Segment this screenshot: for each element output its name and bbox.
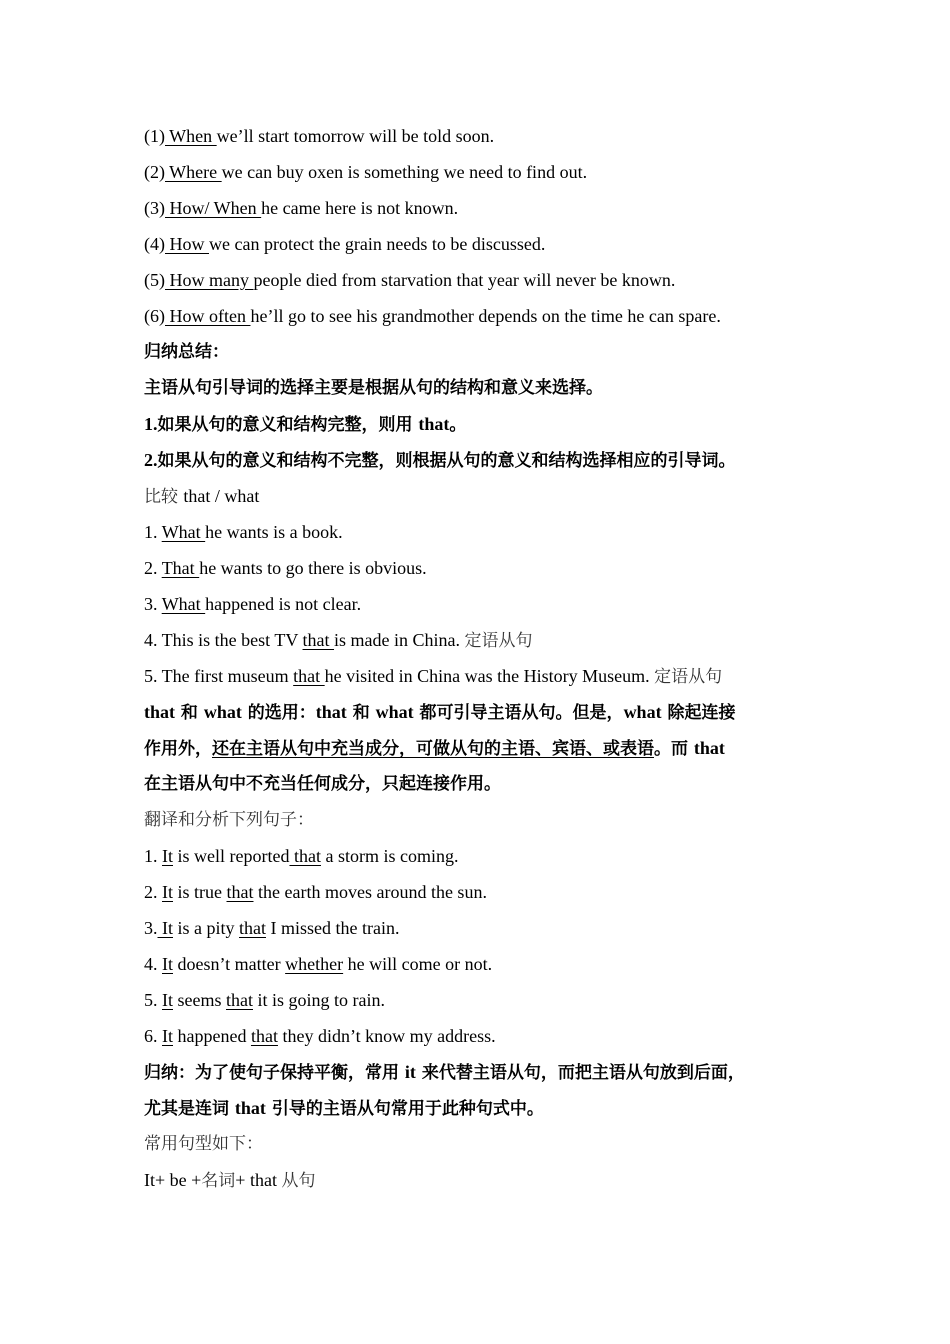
compare-text: he wants is a book. xyxy=(205,522,343,542)
tw-that-1: that xyxy=(144,702,175,722)
conjunction: whether xyxy=(285,954,344,974)
translate-prefix: 1. xyxy=(144,846,162,866)
conjunction: that xyxy=(289,846,321,866)
exercise-number: (3) xyxy=(144,198,165,218)
pattern-1-b: 名词 xyxy=(201,1171,236,1191)
translate-rest: they didn’t know my address. xyxy=(277,1026,496,1046)
that-what-para-line-3: 在主语从句中不充当任何成分，只起连接作用。 xyxy=(144,774,501,794)
translate-middle: seems xyxy=(173,990,226,1010)
translate-rest: the earth moves around the sun. xyxy=(253,882,487,902)
translate-list xyxy=(144,838,834,1054)
conclusion-line-2 xyxy=(144,1090,834,1126)
conclusion-it: it xyxy=(404,1062,416,1082)
summary-line-2-text: 如果从句的意义和结构完整，则用 xyxy=(157,415,419,435)
tw-what-3: what xyxy=(623,702,662,722)
translate-prefix: 5. xyxy=(144,990,162,1010)
tw-text-7: 。而 xyxy=(654,739,694,759)
tw-text-6: 作用外， xyxy=(144,739,212,759)
tw-that-2: that xyxy=(315,702,347,722)
translate-prefix: 4. xyxy=(144,954,162,974)
subject-it: It xyxy=(162,846,173,866)
compare-item xyxy=(144,622,834,658)
answer-blank: Where xyxy=(165,162,222,182)
exercise-number: (1) xyxy=(144,126,165,146)
conclusion-text-4: 引导的主语从句常用于此种句式中。 xyxy=(265,1099,544,1119)
compare-text: is made in China. xyxy=(334,630,465,650)
translate-item xyxy=(144,1018,834,1054)
tw-what-2: what xyxy=(375,702,414,722)
tw-text-5: 除起连接 xyxy=(661,703,736,723)
conclusion-text-1: 归纳：为了使句子保持平衡，常用 xyxy=(144,1063,405,1083)
exercise-text: we’ll start tomorrow will be told soon. xyxy=(216,126,495,146)
compare-item xyxy=(144,586,834,622)
answer-blank: How many xyxy=(165,270,254,290)
compare-heading-cn: 比较 xyxy=(144,487,184,507)
summary-line-2-end: 。 xyxy=(449,415,467,435)
compare-item xyxy=(144,658,834,694)
compare-text: he visited in China was the History Museum. xyxy=(324,666,655,686)
conjunction: that xyxy=(226,990,253,1010)
translate-item xyxy=(144,982,834,1018)
translate-rest: it is going to rain. xyxy=(253,990,385,1010)
answer-blank: How xyxy=(165,234,209,254)
exercise-number: (5) xyxy=(144,270,165,290)
tw-underlined-text: 还在主语从句中充当成分，可做从句的主语、宾语、或表语 xyxy=(212,739,654,759)
compare-heading xyxy=(144,478,834,514)
compare-prefix: 4. This is the best TV xyxy=(144,630,303,650)
conjunction: that xyxy=(239,918,266,938)
answer-blank: When xyxy=(165,126,217,146)
pattern-1-c: + that xyxy=(235,1170,282,1190)
summary-heading: 归纳总结： xyxy=(144,342,229,362)
conjunction: that xyxy=(226,882,254,902)
exercise-text: he’ll go to see his grandmother depends on the time he can spare. xyxy=(250,306,721,326)
exercise-text: people died from starvation that year will never be known. xyxy=(253,270,676,290)
pattern-1 xyxy=(144,1162,834,1198)
pattern-1-a: It+ be + xyxy=(144,1170,202,1190)
compare-item xyxy=(144,514,834,550)
exercise-number: (2) xyxy=(144,162,165,182)
answer-blank: What xyxy=(161,522,206,542)
that-what-para-line-2 xyxy=(144,730,834,766)
subject-it: It xyxy=(162,1026,173,1046)
conjunction: that xyxy=(250,1026,278,1046)
compare-heading-en: that / what xyxy=(183,486,260,506)
exercise-item xyxy=(144,154,834,190)
subject-it: It xyxy=(162,882,173,902)
subject-it: It xyxy=(162,990,173,1010)
answer-blank: What xyxy=(161,594,206,614)
translate-middle: happened xyxy=(173,1026,251,1046)
subject-it: It xyxy=(157,918,173,938)
exercise-text: he came here is not known. xyxy=(261,198,459,218)
translate-middle: is a pity xyxy=(173,918,239,938)
clause-note: 定语从句 xyxy=(654,667,723,687)
translate-item xyxy=(144,910,834,946)
compare-prefix: 3. xyxy=(144,594,162,614)
answer-blank: that xyxy=(302,630,335,650)
compare-prefix: 1. xyxy=(144,522,162,542)
translate-rest: I missed the train. xyxy=(266,918,400,938)
translate-rest: he will come or not. xyxy=(343,954,493,974)
tw-text-4: 都可引导主语从句。但是， xyxy=(413,703,624,723)
translate-rest: a storm is coming. xyxy=(320,846,459,866)
compare-text: he wants to go there is obvious. xyxy=(199,558,427,578)
conclusion-line-1 xyxy=(144,1054,834,1090)
exercise-item xyxy=(144,118,834,154)
subject-it: It xyxy=(162,954,173,974)
exercise-number: (4) xyxy=(144,234,165,254)
document-page xyxy=(144,118,834,1198)
conclusion-text-2: 来代替主语从句，而把主语从句放到后面， xyxy=(415,1063,745,1083)
exercise-item xyxy=(144,262,834,298)
summary-line-3 xyxy=(144,442,834,478)
tw-what-1: what xyxy=(203,702,242,722)
compare-item xyxy=(144,550,834,586)
answer-blank: that xyxy=(293,666,325,686)
summary-line-3-num: 2. xyxy=(144,450,158,470)
translate-item xyxy=(144,946,834,982)
compare-list xyxy=(144,514,834,694)
summary-line-2-that: that xyxy=(418,414,450,434)
translate-prefix: 6. xyxy=(144,1026,162,1046)
exercise-text: we can protect the grain needs to be discussed. xyxy=(209,234,546,254)
exercise-number: (6) xyxy=(144,306,165,326)
pattern-1-d: 从句 xyxy=(281,1171,316,1191)
translate-prefix: 3. xyxy=(144,918,158,938)
translate-item xyxy=(144,838,834,874)
that-what-para-line-1 xyxy=(144,694,834,730)
exercise-text: we can buy oxen is something we need to find out. xyxy=(221,162,588,182)
tw-text-2: 的选用： xyxy=(241,703,316,723)
translate-middle: is well reported xyxy=(173,846,290,866)
exercise-item xyxy=(144,298,834,334)
summary-line-2-num: 1. xyxy=(144,414,158,434)
tw-text-3: 和 xyxy=(346,703,376,723)
compare-text: happened is not clear. xyxy=(205,594,362,614)
compare-prefix: 2. xyxy=(144,558,162,578)
tw-text-1: 和 xyxy=(175,703,204,723)
summary-line-1: 主语从句引导词的选择主要是根据从句的结构和意义来选择。 xyxy=(144,378,603,398)
translate-middle: is true xyxy=(173,882,227,902)
conclusion-text-3: 尤其是连词 xyxy=(144,1099,235,1119)
exercise-list-wh xyxy=(144,118,834,334)
answer-blank: That xyxy=(161,558,200,578)
conclusion-that: that xyxy=(234,1098,266,1118)
answer-blank: How often xyxy=(165,306,251,326)
translate-item xyxy=(144,874,834,910)
exercise-item xyxy=(144,190,834,226)
translate-prefix: 2. xyxy=(144,882,162,902)
exercise-item xyxy=(144,226,834,262)
summary-line-2 xyxy=(144,406,834,442)
answer-blank: How/ When xyxy=(165,198,262,218)
clause-note: 定语从句 xyxy=(464,631,533,651)
tw-that-3: that xyxy=(693,738,725,758)
translate-middle: doesn’t matter xyxy=(173,954,286,974)
summary-line-3-text: 如果从句的意义和结构不完整，则根据从句的意义和结构选择相应的引导词。 xyxy=(157,451,736,471)
patterns-heading: 常用句型如下： xyxy=(144,1134,263,1154)
compare-prefix: 5. The first museum xyxy=(144,666,294,686)
translate-heading: 翻译和分析下列句子： xyxy=(144,810,314,830)
